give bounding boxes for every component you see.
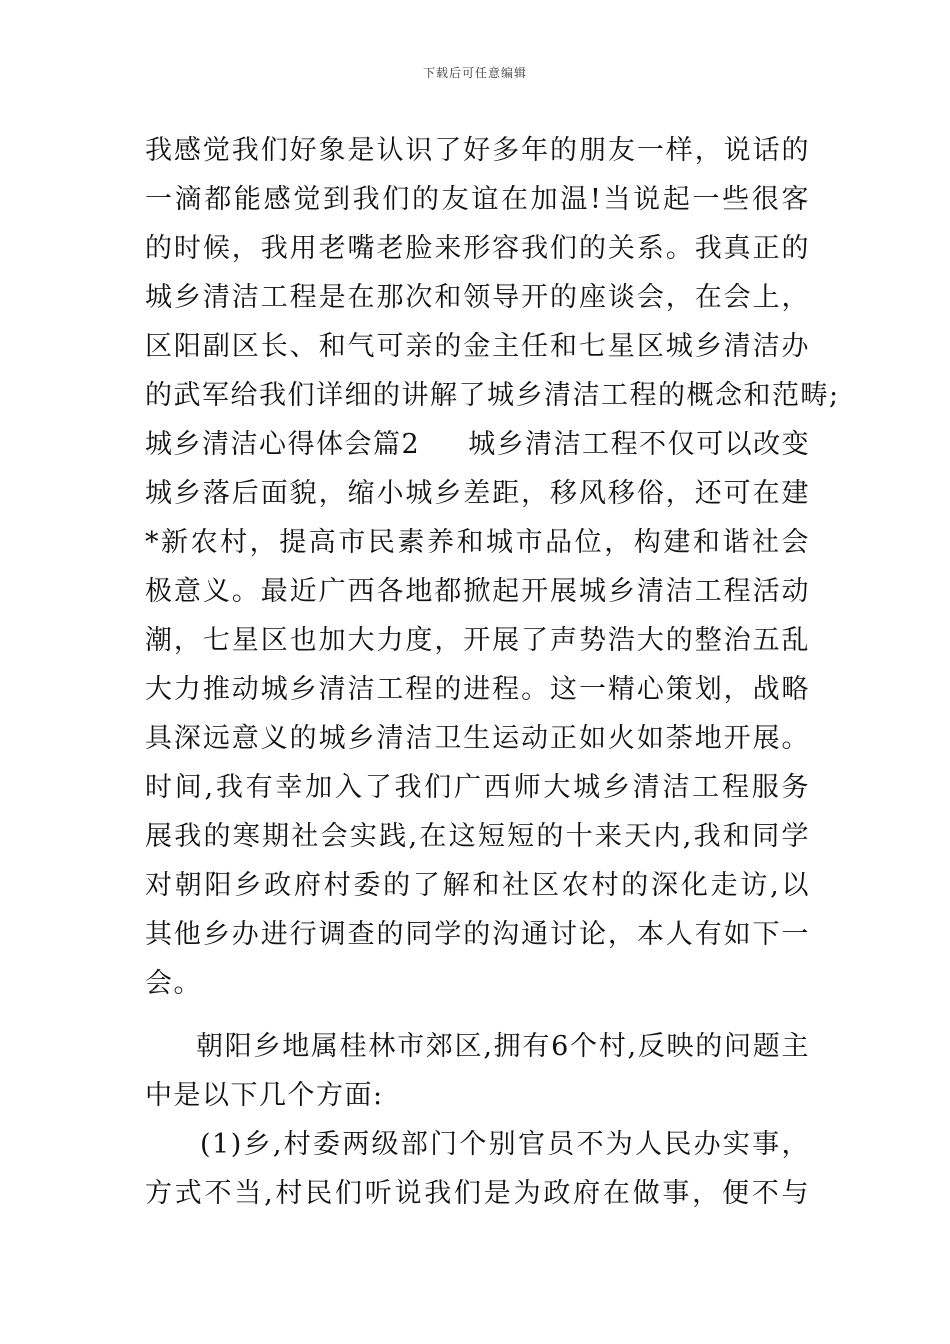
section-line: [145, 425, 810, 465]
text-line: 会。: [145, 968, 202, 999]
text-line: 具深远意义的城乡清洁卫生运动正如火如荼地开展。: [145, 723, 810, 754]
text-line: 时间,我有幸加入了我们广西师大城乡清洁工程服务: [145, 772, 810, 803]
text-line: 中是以下几个方面:: [145, 1080, 384, 1111]
text-line: 潮，七星区也加大力度，开展了声势浩大的整治五乱: [145, 625, 810, 656]
text-line: 城乡落后面貌，缩小城乡差距，移风移俗，还可在建: [145, 478, 810, 509]
section-heading: 城乡清洁心得体会篇2: [145, 429, 421, 460]
text-line: 其他乡办进行调查的同学的沟通讨论，本人有如下一: [145, 919, 810, 950]
text-line: (1)乡,村委两级部门个别官员不为人民办实事，: [200, 1129, 810, 1160]
header-note: 下载后可任意编辑: [422, 66, 527, 80]
section-first-sentence: 城乡清洁工程不仅可以改变: [468, 429, 811, 460]
text-line: 朝阳乡地属桂林市郊区,拥有6个村,反映的问题主: [196, 1031, 810, 1062]
text-line: 区阳副区长、和气可亲的金主任和七星区城乡清洁办: [145, 331, 810, 362]
text-line: 城乡清洁工程是在那次和领导开的座谈会，在会上，: [145, 282, 810, 313]
text-line: 我感觉我们好象是认识了好多年的朋友一样，说话的: [145, 135, 810, 166]
text-line: 对朝阳乡政府村委的了解和社区农村的深化走访,以: [145, 870, 810, 901]
text-line: 一滴都能感觉到我们的友谊在加温!当说起一些很客: [145, 184, 810, 215]
text-line: 的武军给我们详细的讲解了城乡清洁工程的概念和范畴;: [145, 380, 840, 411]
text-line: 大力推动城乡清洁工程的进程。这一精心策划，战略: [145, 674, 810, 705]
text-line: 的时候，我用老嘴老脸来形容我们的关系。我真正的: [145, 233, 810, 264]
text-line: 极意义。最近广西各地都掀起开展城乡清洁工程活动: [145, 576, 810, 607]
text-line: 方式不当,村民们听说我们是为政府在做事，便不与: [145, 1178, 810, 1209]
text-line: 展我的寒期社会实践,在这短短的十来天内,我和同学: [145, 821, 810, 852]
text-line: *新农村，提高市民素养和城市品位，构建和谐社会: [145, 527, 810, 558]
